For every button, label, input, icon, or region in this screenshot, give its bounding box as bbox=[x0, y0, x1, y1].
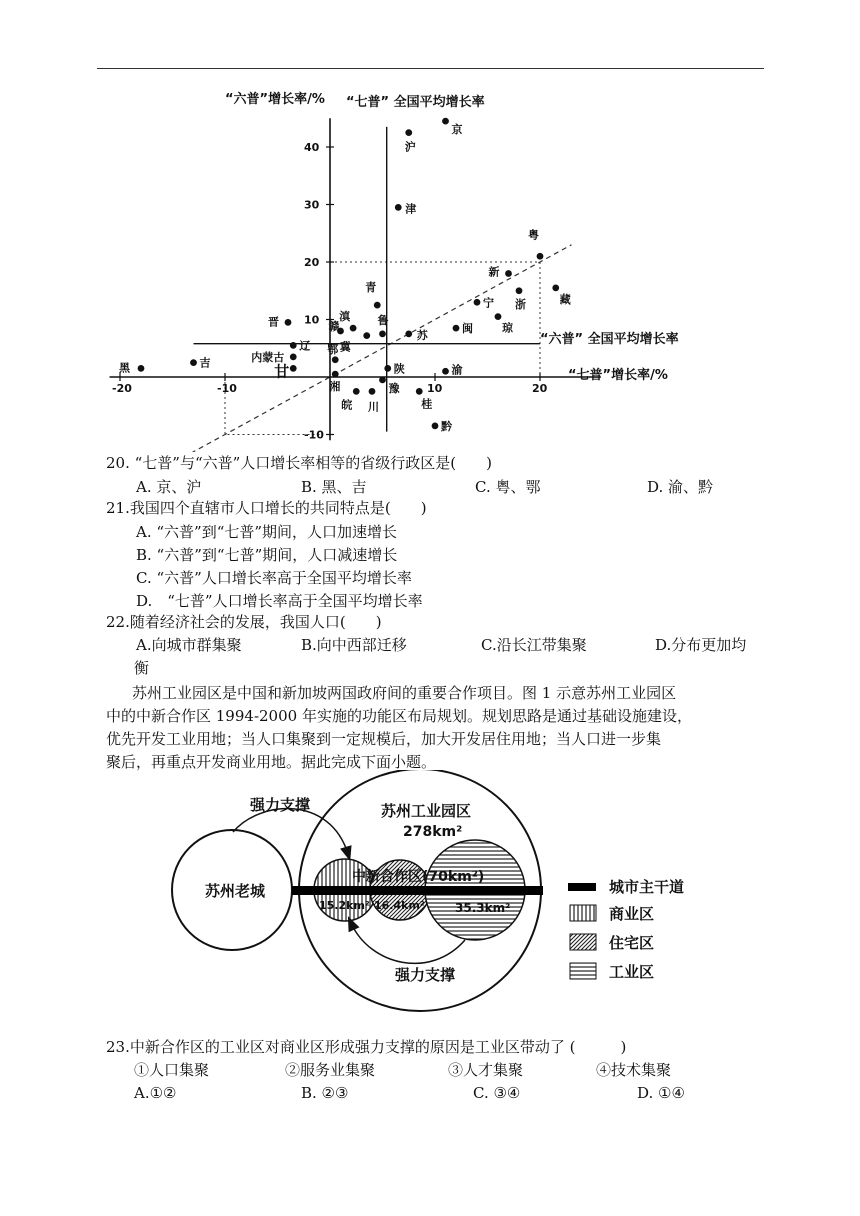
park-area-label: 278km² bbox=[403, 824, 463, 840]
legend-residential-swatch bbox=[570, 934, 596, 950]
point-label: 渝 bbox=[451, 363, 463, 377]
population-growth-scatter-chart bbox=[100, 82, 740, 452]
point-黑 bbox=[138, 365, 145, 372]
point-桂 bbox=[416, 388, 423, 395]
zone-title-label: 中新合作区(70km²) bbox=[352, 869, 485, 885]
suzhou-park-diagram bbox=[165, 770, 705, 1018]
point-晋 bbox=[285, 319, 292, 326]
point-京 bbox=[442, 118, 449, 125]
point-label: 青 bbox=[365, 281, 377, 295]
q21-option-a[interactable]: A. “六普”到“七普”期间，人口加速增长 bbox=[136, 523, 398, 541]
q23-option-b[interactable]: B. ②③ bbox=[301, 1084, 349, 1102]
support-label-top: 强力支撑 bbox=[250, 796, 311, 814]
main-road bbox=[292, 886, 543, 895]
point-辽 bbox=[290, 342, 297, 349]
point-label: 京 bbox=[451, 123, 463, 137]
point-label: 琼 bbox=[502, 321, 513, 335]
y-tick-label: 10 bbox=[304, 313, 320, 327]
header-rule bbox=[97, 68, 764, 69]
q23-item-2: ②服务业集聚 bbox=[285, 1061, 376, 1079]
residential-area-label: 16.4km² bbox=[374, 899, 425, 912]
support-label-bottom: 强力支撑 bbox=[395, 966, 456, 984]
park-name-label: 苏州工业园区 bbox=[381, 802, 472, 820]
y-tick-label: 30 bbox=[304, 198, 320, 212]
legend-road-swatch bbox=[568, 883, 596, 891]
passage-line-3: 优先开发工业用地；当人口集聚到一定规模后，加大开发居住用地；当人口进一步集 bbox=[106, 730, 662, 748]
question-21-stem: 21.我国四个直辖市人口增长的共同特点是( ) bbox=[106, 499, 427, 517]
point-鲁 bbox=[379, 330, 386, 337]
point-label: 豫 bbox=[388, 381, 400, 395]
q20-option-b[interactable]: B. 黑、吉 bbox=[301, 478, 367, 496]
qipu-average-label: “七普” 全国平均增长率 bbox=[346, 95, 485, 110]
point-粤 bbox=[537, 253, 544, 260]
legend-industrial-label: 工业区 bbox=[609, 963, 655, 981]
point-闽 bbox=[453, 325, 460, 332]
q23-option-d[interactable]: D. ①④ bbox=[637, 1084, 685, 1102]
point-label: 浙 bbox=[515, 297, 526, 311]
q22-option-c[interactable]: C.沿长江带集聚 bbox=[481, 636, 587, 654]
y-tick-label: -10 bbox=[304, 428, 324, 442]
point-label: 甘 bbox=[274, 362, 290, 381]
point-label: 晋 bbox=[268, 315, 279, 329]
legend-residential-label: 住宅区 bbox=[609, 934, 655, 952]
legend-road-label: 城市主干道 bbox=[609, 878, 685, 896]
industrial-area-label: 35.3km² bbox=[455, 901, 511, 915]
q21-option-c[interactable]: C. “六普”人口增长率高于全国平均增长率 bbox=[136, 569, 412, 587]
q20-option-d[interactable]: D. 渝、黔 bbox=[647, 478, 714, 496]
q23-option-a[interactable]: A.①② bbox=[134, 1084, 177, 1102]
point-藏 bbox=[552, 284, 559, 291]
point-冀 bbox=[363, 332, 370, 339]
point-label: 黑 bbox=[119, 361, 130, 375]
point-甘 bbox=[290, 365, 297, 372]
point-label: 内蒙古 bbox=[251, 350, 285, 364]
x-tick-label: 10 bbox=[427, 382, 443, 395]
point-label: 陕 bbox=[393, 362, 405, 376]
x-axis-label: “七普”增长率/% bbox=[568, 368, 668, 383]
point-label: 宁 bbox=[483, 296, 494, 310]
point-label: 苏 bbox=[416, 328, 428, 342]
question-23-stem: 23.中新合作区的工业区对商业区形成强力支撑的原因是工业区带动了 ( ) bbox=[106, 1038, 627, 1056]
point-吉 bbox=[190, 359, 197, 366]
point-label: 津 bbox=[405, 202, 417, 216]
q22-option-a[interactable]: A.向城市群集聚 bbox=[136, 636, 242, 654]
point-宁 bbox=[474, 299, 481, 306]
point-黔 bbox=[432, 422, 439, 429]
point-label: 新 bbox=[488, 265, 500, 279]
point-label: 粤 bbox=[528, 228, 539, 242]
q23-item-3: ③人才集聚 bbox=[448, 1061, 524, 1079]
passage-line-4: 聚后，再重点开发商业用地。据此完成下面小题。 bbox=[106, 753, 437, 771]
q21-option-d[interactable]: D. “七普”人口增长率高于全国平均增长率 bbox=[136, 592, 423, 610]
old-city-label: 苏州老城 bbox=[205, 882, 266, 900]
y-tick-label: 20 bbox=[304, 256, 320, 269]
q23-item-1: ①人口集聚 bbox=[134, 1061, 210, 1079]
point-苏 bbox=[405, 330, 412, 337]
point-湘 bbox=[332, 371, 339, 378]
point-浙 bbox=[516, 287, 523, 294]
liupu-average-label: “六普” 全国平均增长率 bbox=[540, 332, 679, 347]
point-川 bbox=[369, 388, 376, 395]
point-豫 bbox=[379, 376, 386, 383]
point-label: 黔 bbox=[441, 419, 452, 433]
x-tick-label: -20 bbox=[112, 382, 132, 395]
passage-line-2: 中的中新合作区 1994-2000 年实施的功能区布局规划。规划思路是通过基础设施建设， bbox=[106, 707, 692, 725]
q23-option-c[interactable]: C. ③④ bbox=[473, 1084, 521, 1102]
q20-option-a[interactable]: A. 京、沪 bbox=[136, 478, 202, 496]
diagram-legend bbox=[568, 878, 684, 981]
point-label: 冀 bbox=[339, 340, 351, 354]
point-渝 bbox=[442, 368, 449, 375]
q22-option-d[interactable]: D.分布更加均 bbox=[655, 636, 747, 654]
point-label: 辽 bbox=[299, 339, 311, 353]
legend-commercial-label: 商业区 bbox=[609, 905, 655, 923]
point-label: 湘 bbox=[329, 380, 341, 394]
legend-commercial-swatch bbox=[570, 905, 596, 921]
point-津 bbox=[395, 204, 402, 211]
point-label: 鲁 bbox=[377, 313, 389, 327]
point-label: 滇 bbox=[339, 310, 351, 324]
point-陕 bbox=[384, 365, 391, 372]
commercial-area-label: 15.2km² bbox=[319, 899, 370, 912]
point-label: 藏 bbox=[559, 292, 571, 306]
q20-option-c[interactable]: C. 粤、鄂 bbox=[475, 478, 541, 496]
point-内蒙古 bbox=[290, 353, 297, 360]
q21-option-b[interactable]: B. “六普”到“七普”期间，人口减速增长 bbox=[136, 546, 398, 564]
point-label: 吉 bbox=[199, 356, 211, 370]
point-label: 川 bbox=[368, 400, 379, 414]
q23-item-4: ④技术集聚 bbox=[596, 1061, 672, 1079]
point-label: 桂 bbox=[421, 397, 433, 411]
point-label: 闽 bbox=[462, 322, 473, 336]
point-皖 bbox=[353, 388, 360, 395]
point-琼 bbox=[495, 313, 502, 320]
point-新 bbox=[505, 270, 512, 277]
y-tick-label: 40 bbox=[304, 141, 320, 154]
question-20-stem: 20. “七普”与“六普”人口增长率相等的省级行政区是( ) bbox=[106, 454, 493, 472]
point-label: 沪 bbox=[404, 140, 416, 154]
y-axis-label: “六普”增长率/% bbox=[225, 92, 325, 107]
x-tick-label: 20 bbox=[532, 382, 548, 395]
point-滇 bbox=[350, 325, 357, 332]
x-tick-label: -10 bbox=[217, 382, 237, 395]
point-鄂 bbox=[332, 356, 339, 363]
point-沪 bbox=[405, 129, 412, 136]
q22-option-b[interactable]: B.向中西部迁移 bbox=[301, 636, 407, 654]
legend-industrial-swatch bbox=[570, 963, 596, 979]
point-青 bbox=[374, 302, 381, 309]
helper-dotted-line-lower bbox=[225, 377, 320, 435]
passage bbox=[106, 682, 766, 774]
equal-growth-guide-line bbox=[183, 245, 572, 452]
point-label: 赣 bbox=[328, 320, 340, 333]
point-label: 鄂 bbox=[327, 342, 339, 356]
q22-option-d-wrap: 衡 bbox=[134, 659, 150, 677]
point-label: 皖 bbox=[341, 398, 353, 412]
passage-line-1: 苏州工业园区是中国和新加坡两国政府间的重要合作项目。图 1 示意苏州工业园区 bbox=[132, 684, 677, 702]
question-22-stem: 22.随着经济社会的发展，我国人口( ) bbox=[106, 613, 382, 631]
